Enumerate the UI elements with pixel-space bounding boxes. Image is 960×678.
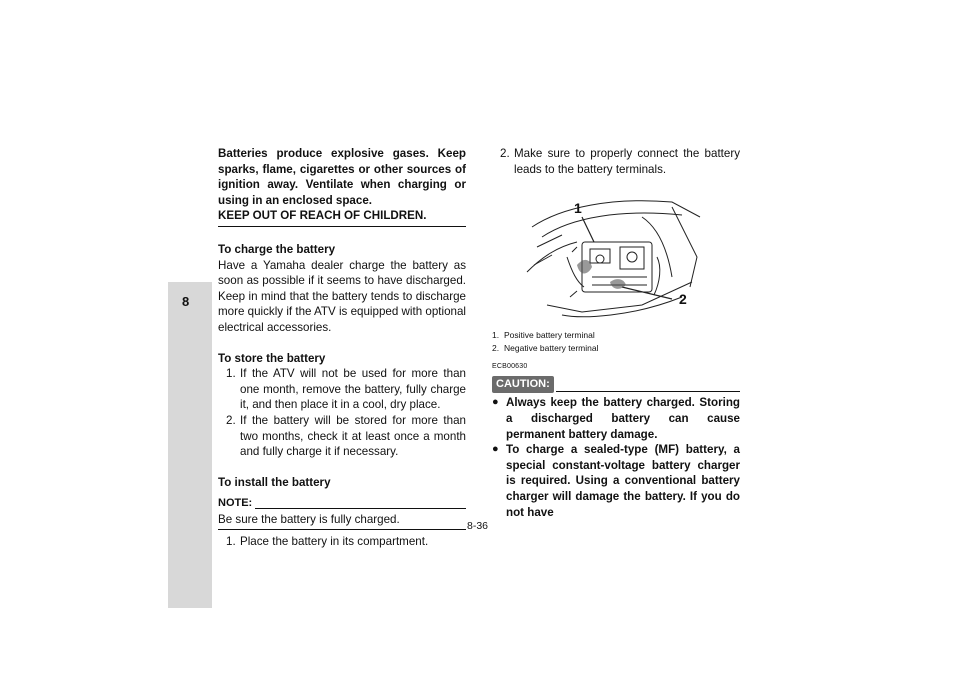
- note-text: Be sure the battery is fully charged.: [218, 512, 400, 526]
- store-item: 1. If the ATV will not be used for more than one month, remove the battery, fully charge it, and then place it in a cool, dry place.: [226, 367, 466, 412]
- callout-1: 1: [574, 200, 582, 217]
- connect-step: 2. Make sure to properly connect the battery leads to the battery terminals.: [500, 147, 740, 176]
- warning-emphasis: KEEP OUT OF REACH OF CHILDREN.: [218, 209, 427, 223]
- install-item: 1. Place the battery in its compartment.: [226, 535, 429, 549]
- battery-compartment-illustration: [522, 187, 702, 327]
- install-heading: To install the battery: [218, 475, 331, 489]
- note-header: [218, 496, 466, 512]
- caution-bullet: ● To charge a sealed-type (MF) battery, a special constant-voltage battery charger is required. Using a conventional battery charger will damage the battery. If you do not have: [492, 443, 740, 519]
- caution-header: [492, 376, 740, 394]
- note-label: NOTE:: [218, 497, 253, 510]
- warning-divider: [218, 226, 466, 227]
- bullet-icon: ●: [492, 396, 499, 409]
- battery-figure: [522, 187, 702, 327]
- chapter-tab: [168, 282, 212, 608]
- caution-label: CAUTION:: [492, 376, 554, 394]
- figure-legend-item: 2. Negative battery terminal: [492, 342, 599, 353]
- callout-2: 2: [679, 291, 687, 308]
- reference-code: ECB00630: [492, 363, 528, 371]
- right-column: [492, 146, 740, 520]
- charge-heading: To charge the battery: [218, 242, 336, 256]
- page-number: 8-36: [467, 520, 489, 532]
- left-column: [218, 146, 466, 550]
- charge-body: Have a Yamaha dealer charge the battery as soon as possible if it seems to have discharged. Keep in mind that the battery tends to discharge more quickly if the ATV is equipped with optional electrical accessories.: [218, 258, 466, 334]
- store-heading: To store the battery: [218, 351, 326, 365]
- note-divider: [218, 529, 466, 530]
- caution-bullet: ● Always keep the battery charged. Storing a discharged battery can cause permanent battery damage.: [492, 396, 740, 441]
- chapter-number: 8: [182, 294, 190, 309]
- figure-legend-item: 1. Positive battery terminal: [492, 330, 595, 341]
- store-item: 2. If the battery will be stored for more than two months, check it at least once a month and fully charge it if necessary.: [226, 413, 466, 459]
- bullet-icon: ●: [492, 443, 499, 456]
- warning-text: Batteries produce explosive gases. Keep sparks, flame, cigarettes or other sources of ignition away. Ventilate when charging or using in an enclosed space.: [218, 147, 466, 207]
